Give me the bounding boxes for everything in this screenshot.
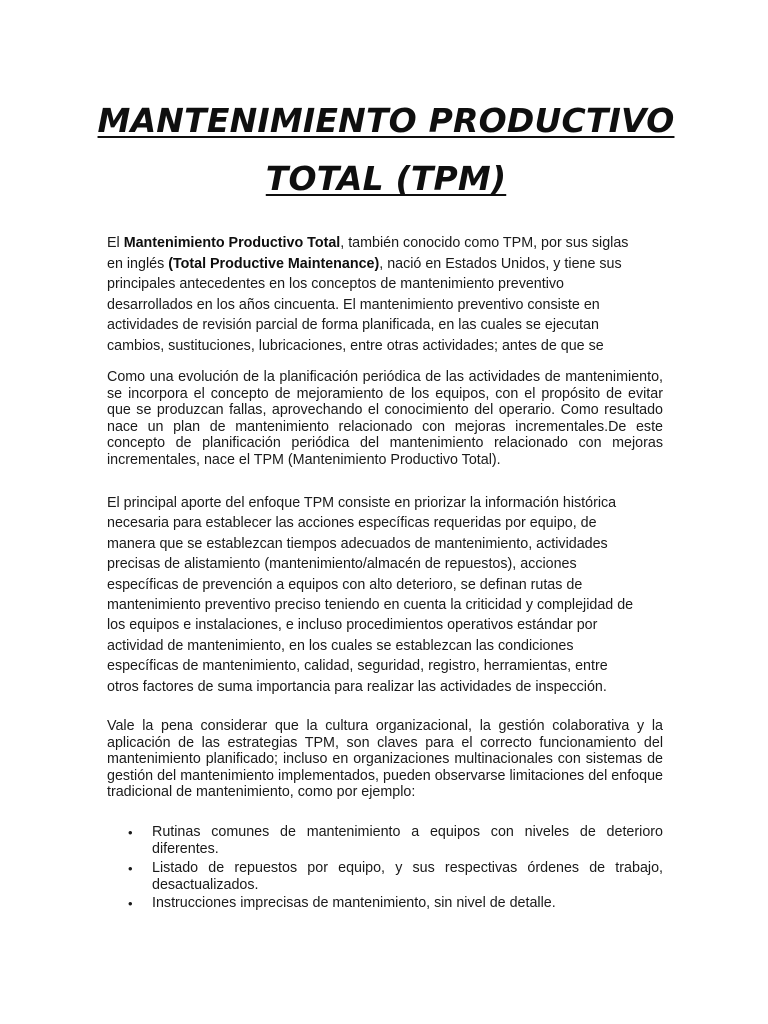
paragraph-line: El principal aporte del enfoque TPM consiste en priorizar la información histórica bbox=[107, 495, 617, 511]
list-item bbox=[107, 824, 663, 858]
intro-text: El bbox=[107, 235, 124, 251]
paragraph-line: mantenimiento preventivo preciso teniendo en cuenta la criticidad y complejidad de bbox=[107, 597, 634, 614]
list-item-text: Listado de repuestos por equipo, y sus respectivas órdenes de trabajo, desactualizados. bbox=[152, 859, 663, 893]
tpm-contribution-paragraph bbox=[107, 493, 663, 697]
intro-line: principales antecedentes en los conceptos de mantenimiento preventivo bbox=[107, 276, 564, 293]
intro-line: actividades de revisión parcial de forma planificada, en las cuales se ejecutan bbox=[107, 317, 599, 334]
bullet-icon: • bbox=[128, 860, 133, 876]
intro-text: , nació en Estados Unidos, y tiene sus bbox=[379, 255, 622, 272]
title-line-2: TOTAL (TPM) bbox=[265, 159, 507, 198]
list-item bbox=[107, 895, 663, 912]
intro-paragraph bbox=[107, 233, 663, 357]
intro-text: en inglés bbox=[107, 255, 169, 272]
intro-line bbox=[107, 254, 663, 275]
intro-line: desarrollados en los años cincuenta. El mantenimiento preventivo consiste en bbox=[107, 296, 600, 313]
list-item-text: Rutinas comunes de mantenimiento a equipos con niveles de deterioro diferentes. bbox=[152, 824, 663, 857]
evolution-paragraph: Como una evolución de la planificación periódica de las actividades de mantenimiento, se incorpora el concepto de mejoramiento de los equipos, con el propósito de evitar que se produzcan fallas, aprovechando el conocimiento del operario. Como resultado nace un plan de mantenimiento relacionado con mejoras incrementales.De este concepto de planificación periódica del mantenimiento relacionado con mejoras incrementales, nace el TPM (Mantenimiento Productivo Total). bbox=[107, 369, 663, 468]
paragraph-line: específicas de prevención a equipos con alto deterioro, se definan rutas de bbox=[107, 576, 583, 593]
paragraph-line: otros factores de suma importancia para realizar las actividades de inspección. bbox=[107, 678, 607, 695]
paragraph-line: manera que se establezcan tiempos adecuados de mantenimiento, actividades bbox=[107, 535, 608, 552]
title-line-1: MANTENIMIENTO PRODUCTIVO bbox=[97, 101, 675, 140]
paragraph-line: precisas de alistamiento (mantenimiento/almacén de repuestos), acciones bbox=[107, 556, 577, 573]
intro-line: cambios, sustituciones, lubricaciones, entre otras actividades; antes de que se bbox=[107, 337, 604, 354]
paragraph-line: específicas de mantenimiento, calidad, seguridad, registro, herramientas, entre bbox=[107, 658, 608, 675]
bold-term: (Total Productive Maintenance) bbox=[168, 255, 380, 272]
bold-term: Mantenimiento Productivo Total bbox=[123, 235, 341, 251]
document-title bbox=[80, 92, 692, 208]
organizational-culture-paragraph: Vale la pena considerar que la cultura organizacional, la gestión colaborativa y la aplicación de las estrategias TPM, son claves para el correcto funcionamiento del mantenimiento planificado; incluso en organizaciones multinacionales con sistemas de gestión del mantenimiento implementados, pueden observarse limitaciones del enfoque tradicional de mantenimiento, como por ejemplo: bbox=[107, 718, 663, 801]
paragraph-line: necesaria para establecer las acciones específicas requeridas por equipo, de bbox=[107, 515, 597, 532]
bullet-icon: • bbox=[128, 825, 133, 840]
intro-line bbox=[107, 233, 663, 254]
intro-text: , también conocido como TPM, por sus siglas bbox=[340, 235, 629, 251]
bullet-icon: • bbox=[128, 896, 133, 911]
paragraph-line: los equipos e instalaciones, e incluso procedimientos operativos estándar por bbox=[107, 617, 598, 634]
paragraph-line: actividad de mantenimiento, en los cuales se establezcan las condiciones bbox=[107, 637, 574, 654]
limitations-list bbox=[107, 824, 663, 914]
list-item-text: Instrucciones imprecisas de mantenimiento, sin nivel de detalle. bbox=[152, 895, 556, 911]
list-item bbox=[107, 860, 663, 894]
